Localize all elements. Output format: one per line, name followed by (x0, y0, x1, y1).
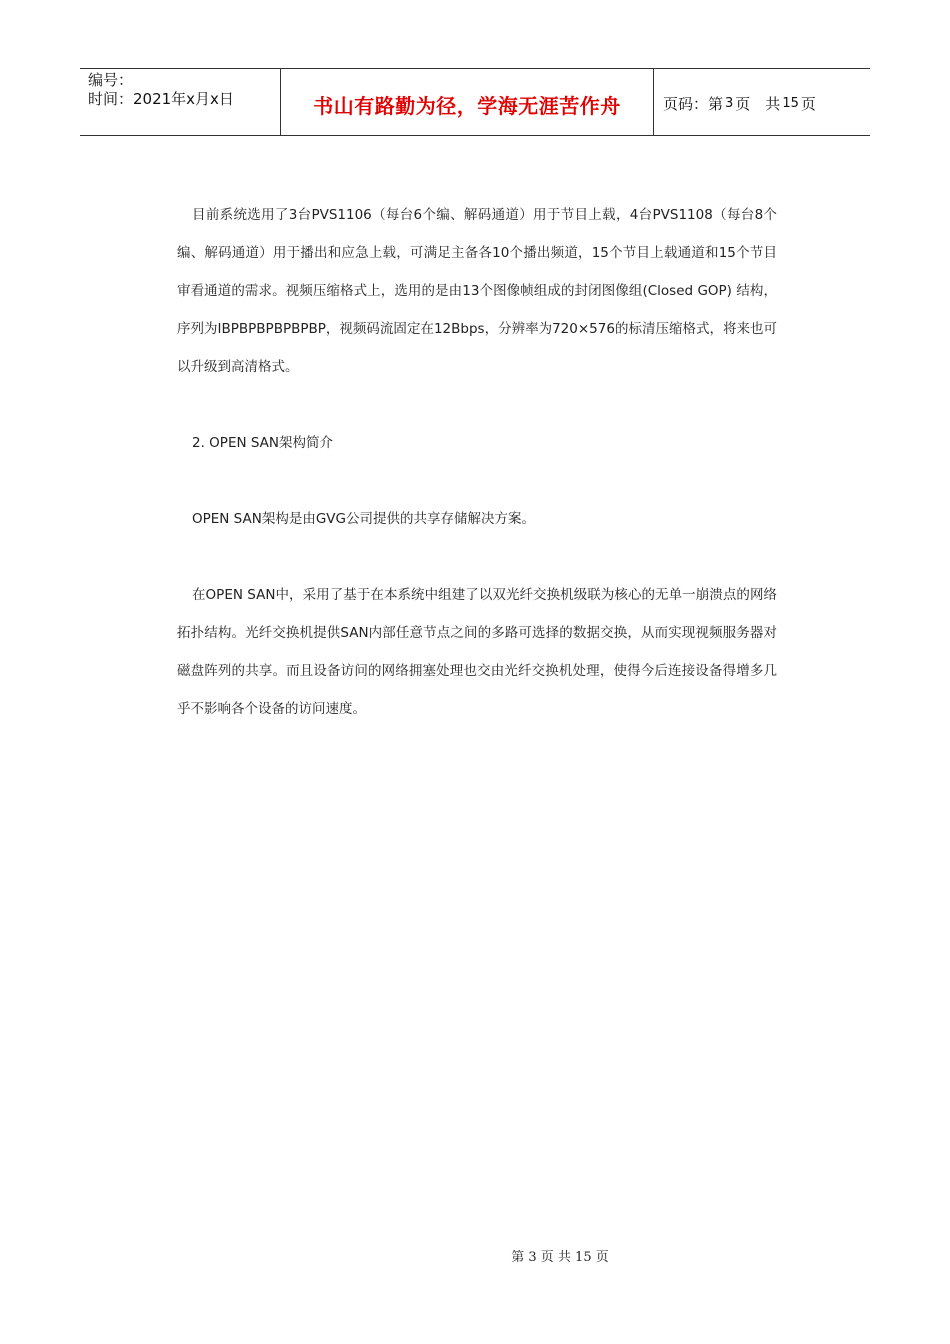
page-suffix: 页 (800, 95, 816, 113)
header-table (80, 68, 870, 136)
page-current: 3 (725, 96, 734, 111)
paragraph-opensan-topology: 在OPEN SAN中，采用了基于在本系统中组建了以双光纤交换机级联为核心的无单一崩溃点的网络拓扑结构。光纤交换机提供SAN内部任意节点之间的多路可选择的数据交换，从而实现视频服务器对磁盘阵列的共享。而且设备访问的网络拥塞处理也交由光纤交换机处理，使得今后连接设备得增多几乎不影响各个设备的访问速度。 (177, 587, 777, 717)
paragraph-encoders: 目前系统选用了3台PVS1106（每台6个编、解码通道）用于节目上载，4台PVS1108（每台8个编、解码通道）用于播出和应急上载，可满足主备各10个播出频道，15个节目上载通道和15个节目审看通道的需求。视频压缩格式上，选用的是由13个图像帧组成的封闭图像组(Closed GOP) 结构，序列为IBPBPBPBPBPBP，视频码流固定在12Bbps，分辨率为720×576的标清压缩格式，将来也可以升级到高清格式。 (177, 207, 777, 375)
header-motto: 书山有路勤为径，学海无涯苦作舟 (281, 69, 654, 135)
page-footer: 第 3 页 共 15 页 (511, 1250, 609, 1265)
page-total: 15 (782, 96, 799, 111)
paragraph-opensan-intro: OPEN SAN架构是由GVG公司提供的共享存储解决方案。 (192, 511, 535, 527)
page-mid: 页 共 (735, 95, 781, 113)
header-info-cell (80, 69, 281, 135)
date-label: 时间：2021年x月x日 (88, 90, 234, 108)
code-label: 编号： (88, 71, 134, 89)
body-content (177, 196, 777, 728)
header-page-number (654, 69, 870, 135)
section-heading: 2. OPEN SAN架构简介 (192, 435, 334, 451)
page-prefix: 页码：第 (663, 95, 724, 113)
